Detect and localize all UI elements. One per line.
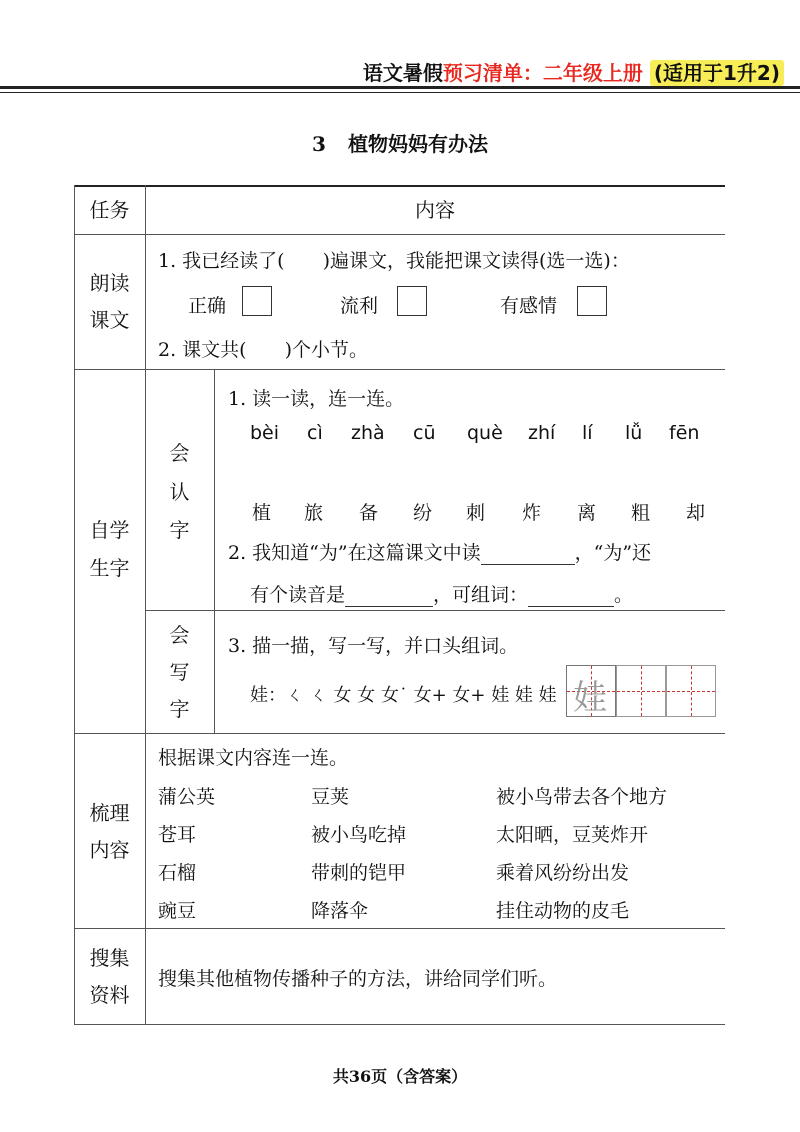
hanzi-item: 粗 xyxy=(631,502,651,524)
hanzi-item: 植 xyxy=(252,502,272,524)
lesson-title xyxy=(0,128,800,157)
task2-blank-2[interactable] xyxy=(345,586,433,607)
match-col2-item: 被小鸟吃掉 xyxy=(311,824,407,846)
row-divider-sub xyxy=(145,610,725,611)
collect-label-line2: 资料 xyxy=(89,983,130,1007)
task2-part2: ，“为”还 xyxy=(574,542,652,564)
collect-text: 搜集其他植物传播种子的方法，讲给同学们听。 xyxy=(158,968,558,990)
organize-label-line1: 梳理 xyxy=(89,801,130,825)
match-col1-item: 石榴 xyxy=(158,862,197,884)
write-label-3: 字 xyxy=(169,697,190,721)
row-divider-2 xyxy=(74,733,725,734)
pinyin-item: què xyxy=(467,422,503,444)
pinyin-item: cì xyxy=(307,422,323,444)
pinyin-item: lǚ xyxy=(625,422,643,444)
column-header-task: 任务 xyxy=(89,198,130,222)
header-grade-tag: (适用于1升2) xyxy=(650,60,784,86)
task2-line2 xyxy=(250,580,633,607)
grid-guide xyxy=(667,691,715,692)
task2-part4: ，可组词： xyxy=(433,584,529,606)
pinyin-item: zhí xyxy=(528,422,556,444)
hanzi-item: 备 xyxy=(359,502,379,524)
hanzi-item: 刺 xyxy=(466,502,486,524)
page-footer: 共36页（含答案） xyxy=(332,1067,468,1086)
match-col3-item: 被小鸟带去各个地方 xyxy=(496,786,668,808)
reading-line-2: 2. 课文共( )个小节。 xyxy=(158,339,368,361)
hanzi-item: 却 xyxy=(686,502,706,524)
pinyin-item: lí xyxy=(582,422,593,444)
match-col3-item: 挂住动物的皮毛 xyxy=(496,900,630,922)
row-divider-3 xyxy=(74,928,725,929)
task2-blank-3[interactable] xyxy=(528,586,614,607)
task2-line1 xyxy=(228,538,651,565)
table-top-border xyxy=(74,185,725,187)
grid-guide xyxy=(617,691,665,692)
header-rule-thin xyxy=(0,92,800,93)
table-bottom-border xyxy=(74,1024,725,1025)
hanzi-item: 旅 xyxy=(304,502,324,524)
task2-part3: 有个读音是 xyxy=(250,584,346,606)
lesson-number: 3 xyxy=(312,132,326,156)
selfstudy-label-line1: 自学 xyxy=(89,518,130,542)
option-emotion-label: 有感情 xyxy=(500,295,558,317)
option-fluent-label: 流利 xyxy=(340,295,379,317)
stroke-order: 娃：ㄑ ㄑ 女 女 女˙ 女+ 女+ 娃 娃 娃 xyxy=(250,685,557,706)
selfstudy-label-line2: 生字 xyxy=(89,556,130,580)
match-col3-item: 乘着风纷纷出发 xyxy=(496,862,630,884)
task2-blank-1[interactable] xyxy=(481,544,575,565)
organize-label-line2: 内容 xyxy=(89,838,130,862)
match-col1-item: 苍耳 xyxy=(158,824,197,846)
organize-instruction: 根据课文内容连一连。 xyxy=(158,747,349,769)
header-title-black: 语文暑假 xyxy=(362,61,443,85)
header-title-red: 预习清单：二年级上册 xyxy=(442,61,643,85)
row-divider-1 xyxy=(74,369,725,370)
recognize-label-1: 会 xyxy=(169,441,190,465)
match-col2-item: 降落伞 xyxy=(311,900,369,922)
task2-part1: 2. 我知道“为”在这篇课文中读 xyxy=(228,542,481,564)
match-col3-item: 太阳晒，豆荚炸开 xyxy=(496,824,649,846)
option-emotion-checkbox[interactable] xyxy=(577,286,607,316)
pinyin-item: zhà xyxy=(351,422,385,444)
task3-instruction: 3. 描一描，写一写，并口头组词。 xyxy=(228,635,519,657)
lesson-name: 植物妈妈有办法 xyxy=(347,132,488,156)
reading-label-line1: 朗读 xyxy=(89,271,130,295)
header-rule-thick xyxy=(0,86,800,89)
reading-line-1: 1. 我已经读了( )遍课文，我能把课文读得(选一选)： xyxy=(158,250,630,272)
recognize-label-3: 字 xyxy=(169,518,190,542)
sub-column-divider xyxy=(214,369,215,734)
hanzi-item: 炸 xyxy=(522,502,542,524)
header-title xyxy=(363,57,784,86)
write-label-2: 写 xyxy=(169,660,190,684)
model-character: 娃 xyxy=(573,678,607,718)
option-correct-checkbox[interactable] xyxy=(242,286,272,316)
task1-instruction: 1. 读一读，连一连。 xyxy=(228,388,405,410)
match-col2-item: 带刺的铠甲 xyxy=(311,862,407,884)
write-label-1: 会 xyxy=(169,623,190,647)
hanzi-item: 离 xyxy=(577,502,597,524)
column-header-content: 内容 xyxy=(415,198,455,222)
collect-label-line1: 搜集 xyxy=(89,946,130,970)
reading-label-line2: 课文 xyxy=(89,308,130,332)
task2-end: 。 xyxy=(614,584,634,606)
task-column-divider xyxy=(145,185,146,1025)
recognize-label-2: 认 xyxy=(169,480,190,504)
hanzi-item: 纷 xyxy=(413,502,433,524)
option-fluent-checkbox[interactable] xyxy=(397,286,427,316)
option-correct-label: 正确 xyxy=(188,295,227,317)
match-col1-item: 蒲公英 xyxy=(158,786,216,808)
pinyin-item: cū xyxy=(413,422,436,444)
table-header-divider xyxy=(74,234,725,235)
pinyin-item: bèi xyxy=(250,422,280,444)
match-col2-item: 豆荚 xyxy=(311,786,350,808)
pinyin-item: fēn xyxy=(669,422,700,444)
match-col1-item: 豌豆 xyxy=(158,900,197,922)
